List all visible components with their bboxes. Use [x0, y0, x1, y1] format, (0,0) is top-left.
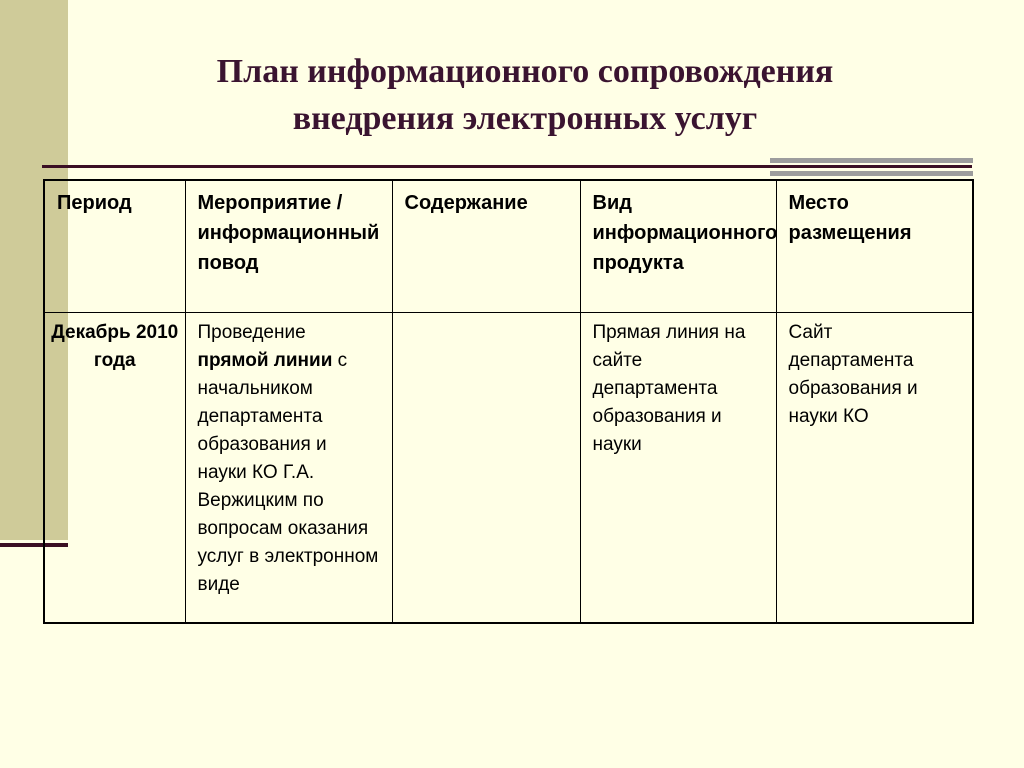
title-divider-accent [770, 158, 973, 176]
cell-period: Декабрь 2010 года [44, 312, 185, 623]
cell-event-text-after: с начальником департамента образования и науки КО Г.А. Вержицким по вопросам оказания услуг в электронном виде [197, 349, 379, 595]
table-row [44, 312, 973, 623]
slide-title-line-2: внедрения электронных услуг [292, 100, 758, 137]
table-header-row [44, 180, 973, 312]
cell-event-text-bold: прямой линии [197, 349, 333, 371]
slide-title [110, 48, 940, 142]
plan-table [43, 179, 974, 624]
cell-product-type: Прямая линия на сайте департамента образования и науки [580, 312, 776, 623]
header-event: Мероприятие / информационный повод [185, 180, 392, 312]
header-period: Период [44, 180, 185, 312]
cell-location: Сайт департамента образования и науки КО [776, 312, 973, 623]
header-location: Место размещения [776, 180, 973, 312]
header-content: Содержание [392, 180, 580, 312]
cell-event-text-before: Проведение [197, 321, 306, 343]
header-product-type: Вид информационного продукта [580, 180, 776, 312]
cell-event [185, 312, 392, 623]
cell-content [392, 312, 580, 623]
slide-title-line-1: План информационного сопровождения [216, 53, 834, 90]
